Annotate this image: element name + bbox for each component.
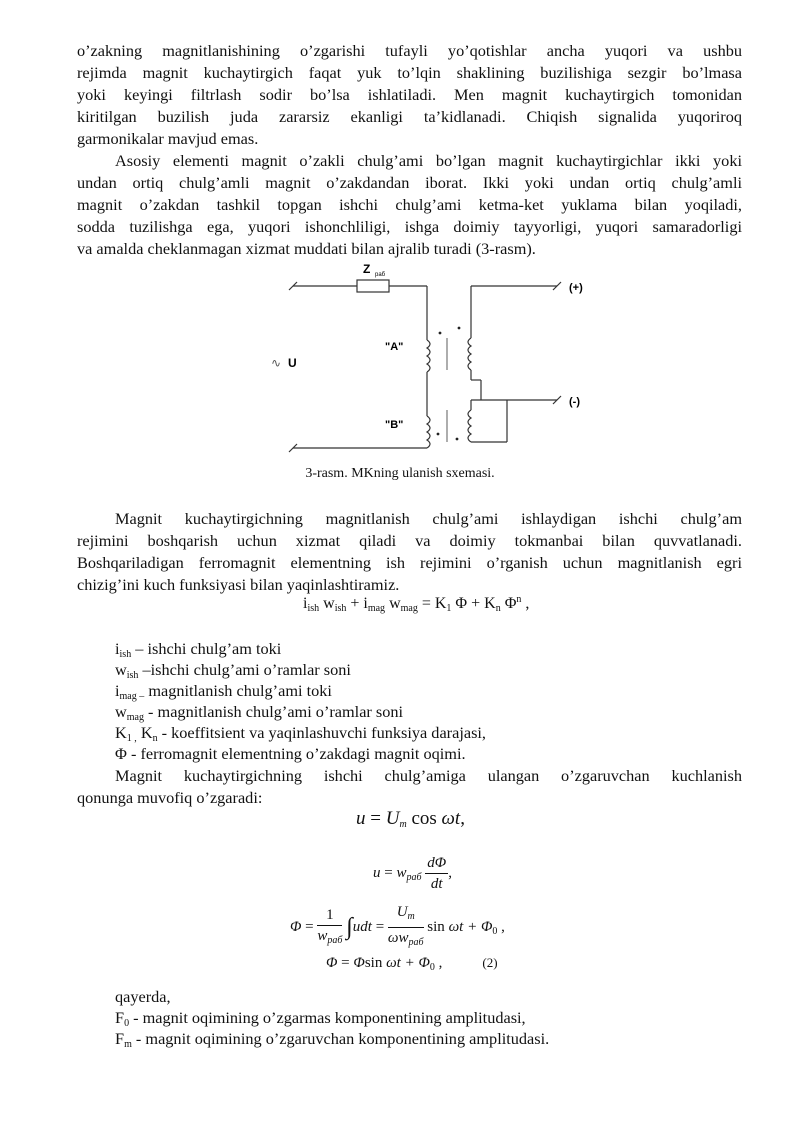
text-line: magnit o’zakdan tashkil topgan ishchi chulg’ami ketma-ket yuklama bilan yoqiladi, bbox=[77, 195, 742, 214]
definition-line: $F_0$ - magnit oqimining o’zgarmas komponentining amplitudasi, bbox=[115, 1008, 526, 1029]
text-line: Magnit kuchaytirgichning ishchi chulg’amiga ulangan o’zgaruvchan kuchlanish bbox=[115, 766, 742, 785]
definition-line: $K_{1 ,}$ $K_n$ - koeffitsient va yaqinlashuvchi funksiya darajasi, bbox=[115, 723, 486, 744]
coil-b-right bbox=[468, 410, 471, 442]
minus-terminal-label: (-) bbox=[569, 396, 580, 408]
figure-caption: 3-rasm. MKning ulanish sxemasi. bbox=[305, 466, 495, 481]
text-line: garmonikalar mavjud emas. bbox=[77, 129, 259, 148]
coil-a-right bbox=[468, 338, 471, 370]
u-label: U bbox=[288, 356, 297, 370]
coil-b-left bbox=[427, 416, 430, 448]
text-line: rejimini boshqarish uchun xizmat qiladi va doimiy tokmanbai bilan quvvatlanadi. bbox=[77, 531, 742, 550]
plus-terminal-label: (+) bbox=[569, 282, 583, 294]
text-line: Asosiy elementi magnit o’zakli chulg’ami bo’lgan magnit kuchaytirgichlar ikki yoki bbox=[115, 151, 742, 170]
qayerda-label: qayerda, bbox=[115, 987, 171, 1006]
text-line: sodda tuzilishga ega, yuqori ishonchliligi, ishga doimiy tayyorligi, yuqori samaradorligi bbox=[77, 217, 742, 236]
polarity-dot bbox=[458, 327, 461, 330]
text-line: Boshqariladigan ferromagnit elementning ish rejimini o’rganish uchun magnitlanish egri bbox=[77, 553, 742, 572]
coil-a-left bbox=[427, 340, 430, 372]
resistor-z bbox=[357, 280, 389, 292]
equation-5: Φ = Φsin $\omega t + \Phi_0$ , (2) bbox=[326, 955, 498, 973]
definition-line: Φ - ferromagnit elementning o’zakdagi magnit oqimi. bbox=[115, 744, 466, 763]
circuit-diagram bbox=[265, 258, 605, 458]
polarity-dot bbox=[437, 433, 440, 436]
text-line: chizig’ini kuch funksiyasi bilan yaqinlashtiramiz. bbox=[77, 575, 400, 594]
paragraph-1 bbox=[77, 40, 742, 150]
equation-3: $u = w_{раб}$ $\frac{d\Phi}{dt}$ , bbox=[373, 855, 452, 892]
equation-2: $u = U_m$ cos ωt, bbox=[356, 808, 465, 830]
definition-line: $w_{ish}$ –ishchi chulg’ami o’ramlar soni bbox=[115, 660, 351, 681]
text-line: va amalda cheklanmagan xizmat muddati bilan ajralib turadi (3-rasm). bbox=[77, 239, 536, 258]
text-line: undan ortiq chulg’amli magnit o’zakdandan iborat. Ikki yoki undan ortiq chulg’amli bbox=[77, 173, 742, 192]
definition-line: $i_{ish}$ – ishchi chulg’am toki bbox=[115, 639, 282, 660]
paragraph-3 bbox=[77, 508, 742, 596]
z-label: Z bbox=[363, 262, 371, 276]
paragraph-4 bbox=[77, 765, 742, 809]
text-line: o’zakning magnitlanishining o’zgarishi tufayli yo’qotishlar ancha yuqori va ushbu bbox=[77, 41, 742, 60]
equation-1: $i_{ish}$ $w_{ish} + i_{mag}$ $w_{mag} = K_1$ $\Phi + K_n$ $\Phi^n$ , bbox=[303, 594, 530, 614]
paragraph-2 bbox=[77, 150, 742, 260]
ac-symbol: ∿ bbox=[271, 356, 282, 370]
definition-line: $F_m$ - magnit oqimining o’zgaruvchan komponentining amplitudasi. bbox=[115, 1029, 550, 1050]
definition-line: $w_{mag}$ - magnitlanish chulg’ami o’ramlar soni bbox=[115, 702, 404, 723]
text-line: qonunga muvofiq o’zgaradi: bbox=[77, 788, 263, 807]
coil-b-label: "B" bbox=[385, 419, 404, 431]
polarity-dot bbox=[439, 332, 442, 335]
text-line: Magnit kuchaytirgichning magnitlanish chulg’ami ishlaydigan ishchi chulg’am bbox=[115, 509, 742, 528]
equation-4: Φ = $\frac{1}{w_{раб}}$ ∫udt = $\frac{U_m}{\omega w_{раб}}$ $\sin \omega t + \Phi_0$ , bbox=[290, 904, 505, 948]
text-line: kiritilgan buzilish juda zararsiz ekanligi ta’kidlanadi. Chiqish signalida yuqoriroq bbox=[77, 107, 742, 126]
z-sub-label: раб bbox=[375, 272, 386, 278]
text-line: rejimda magnit kuchaytirgich faqat yuk to’lqin shaklining buzilishiga sezgir bo’lmasa bbox=[77, 63, 742, 82]
polarity-dot bbox=[456, 438, 459, 441]
text-line: yoki keyingi filtrlash sodir bo’lsa ishlatiladi. Men magnit kuchaytirgich tomonidan bbox=[77, 85, 742, 104]
definition-line: $i_{mag -}$ magnitlanish chulg’ami toki bbox=[115, 681, 332, 702]
coil-a-label: "A" bbox=[385, 341, 404, 353]
equation-number: (2) bbox=[482, 955, 498, 970]
